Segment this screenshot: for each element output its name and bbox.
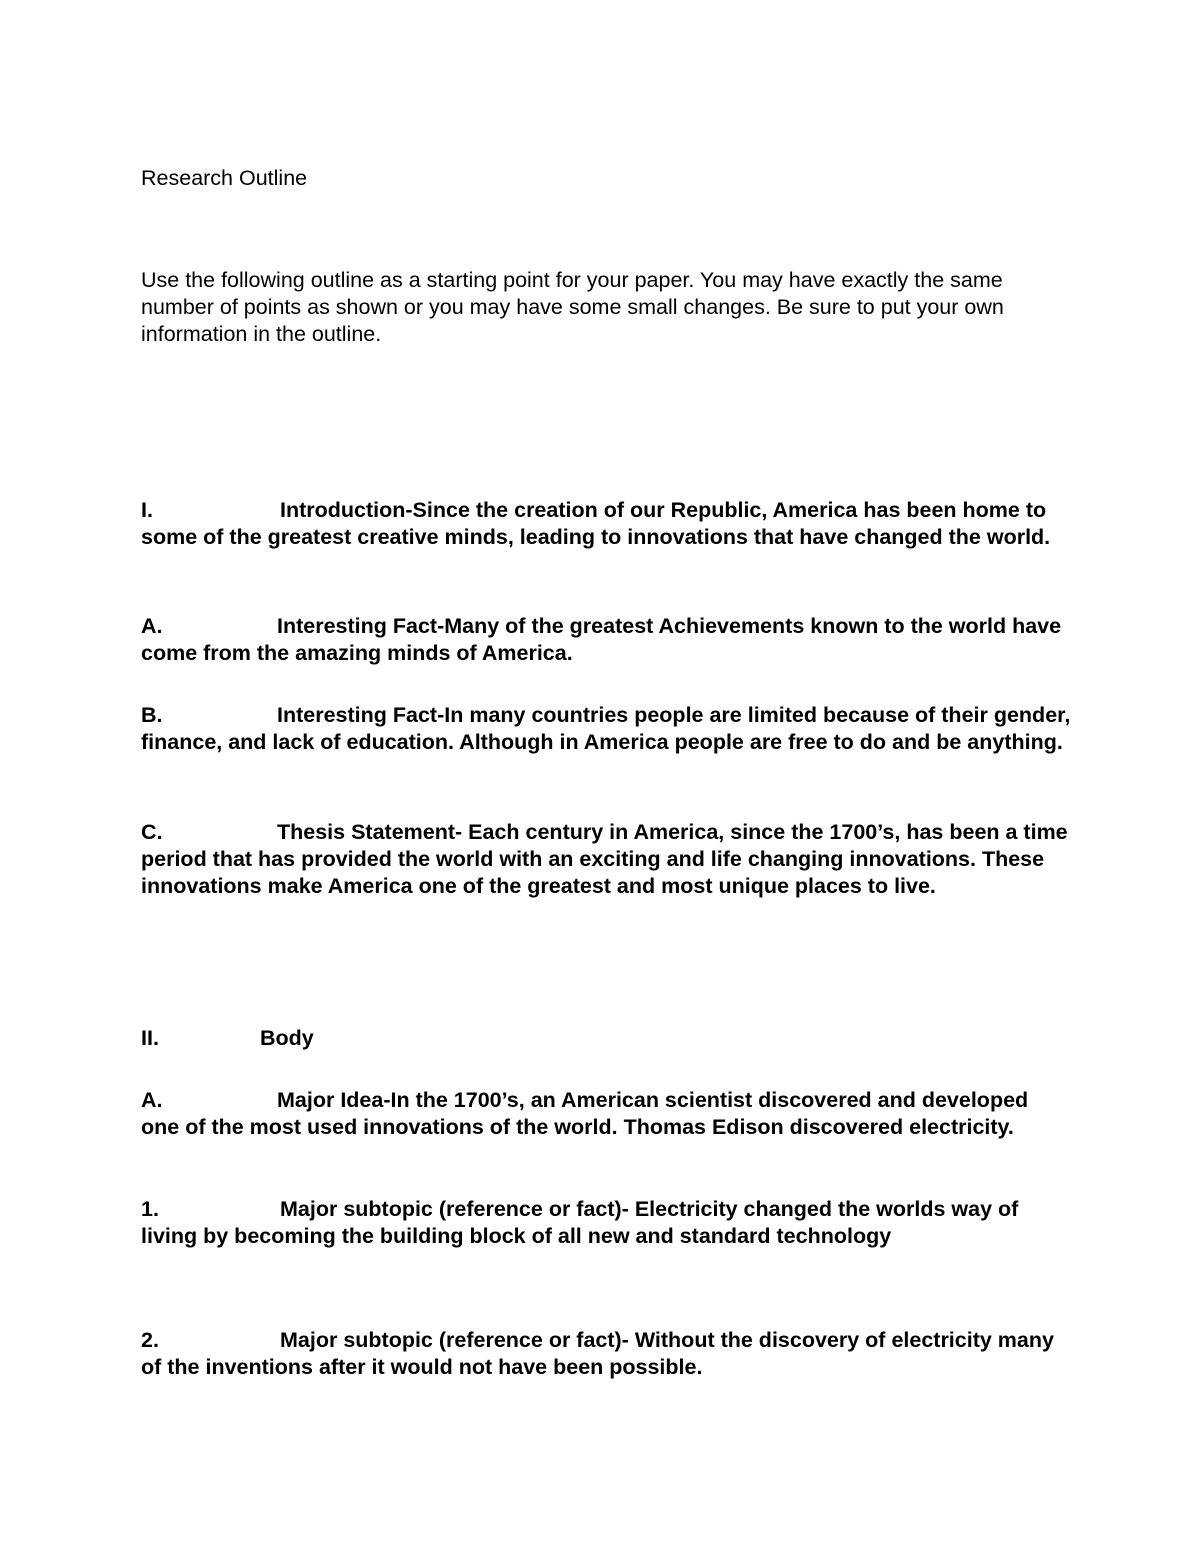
outline-item-intro — [141, 497, 1071, 551]
outline-item-subtopic-2 — [141, 1327, 1071, 1381]
outline-label: 2. — [141, 1328, 159, 1352]
outline-item-fact-a — [141, 613, 1071, 667]
outline-text: Major subtopic (reference or fact)- Without the discovery of electricity many of the inventions after it would not have been possible. — [141, 1328, 1054, 1379]
outline-text: Major subtopic (reference or fact)- Electricity changed the worlds way of living by becoming the building block of all new and standard technology — [141, 1197, 1019, 1248]
outline-label: I. — [141, 498, 153, 522]
outline-label: C. — [141, 820, 163, 844]
outline-item-major-idea — [141, 1087, 1071, 1141]
outline-item-body — [141, 1025, 1071, 1052]
outline-text: Interesting Fact-In many countries people are limited because of their gender, finance, and lack of education. Although in America people are free to do and be anything. — [141, 703, 1071, 754]
outline-text: Major Idea-In the 1700’s, an American scientist discovered and developed one of the most used innovations of the world. Thomas Edison discovered electricity. — [141, 1088, 1029, 1139]
document-title: Research Outline — [141, 166, 308, 190]
outline-item-thesis — [141, 819, 1071, 900]
outline-label: A. — [141, 614, 163, 638]
instructions-paragraph: Use the following outline as a starting point for your paper. You may have exactly the same number of points as shown or you may have some small changes. Be sure to put your own information in the outline. — [141, 268, 1004, 346]
outline-text: Introduction-Since the creation of our Republic, America has been home to some of the greatest creative minds, leading to innovations that have changed the world. — [141, 498, 1051, 549]
outline-text: Interesting Fact-Many of the greatest Achievements known to the world have come from the amazing minds of America. — [141, 614, 1062, 665]
outline-label: B. — [141, 703, 163, 727]
outline-text: Body — [260, 1026, 314, 1050]
outline-item-fact-b — [141, 702, 1071, 756]
outline-item-subtopic-1 — [141, 1196, 1071, 1250]
outline-label: II. — [141, 1026, 159, 1050]
outline-text: Thesis Statement- Each century in America, since the 1700’s, has been a time period that has provided the world with an exciting and life changing innovations. These innovations make America one of the greatest and most unique places to live. — [141, 820, 1068, 898]
outline-label: 1. — [141, 1197, 159, 1221]
outline-label: A. — [141, 1088, 163, 1112]
